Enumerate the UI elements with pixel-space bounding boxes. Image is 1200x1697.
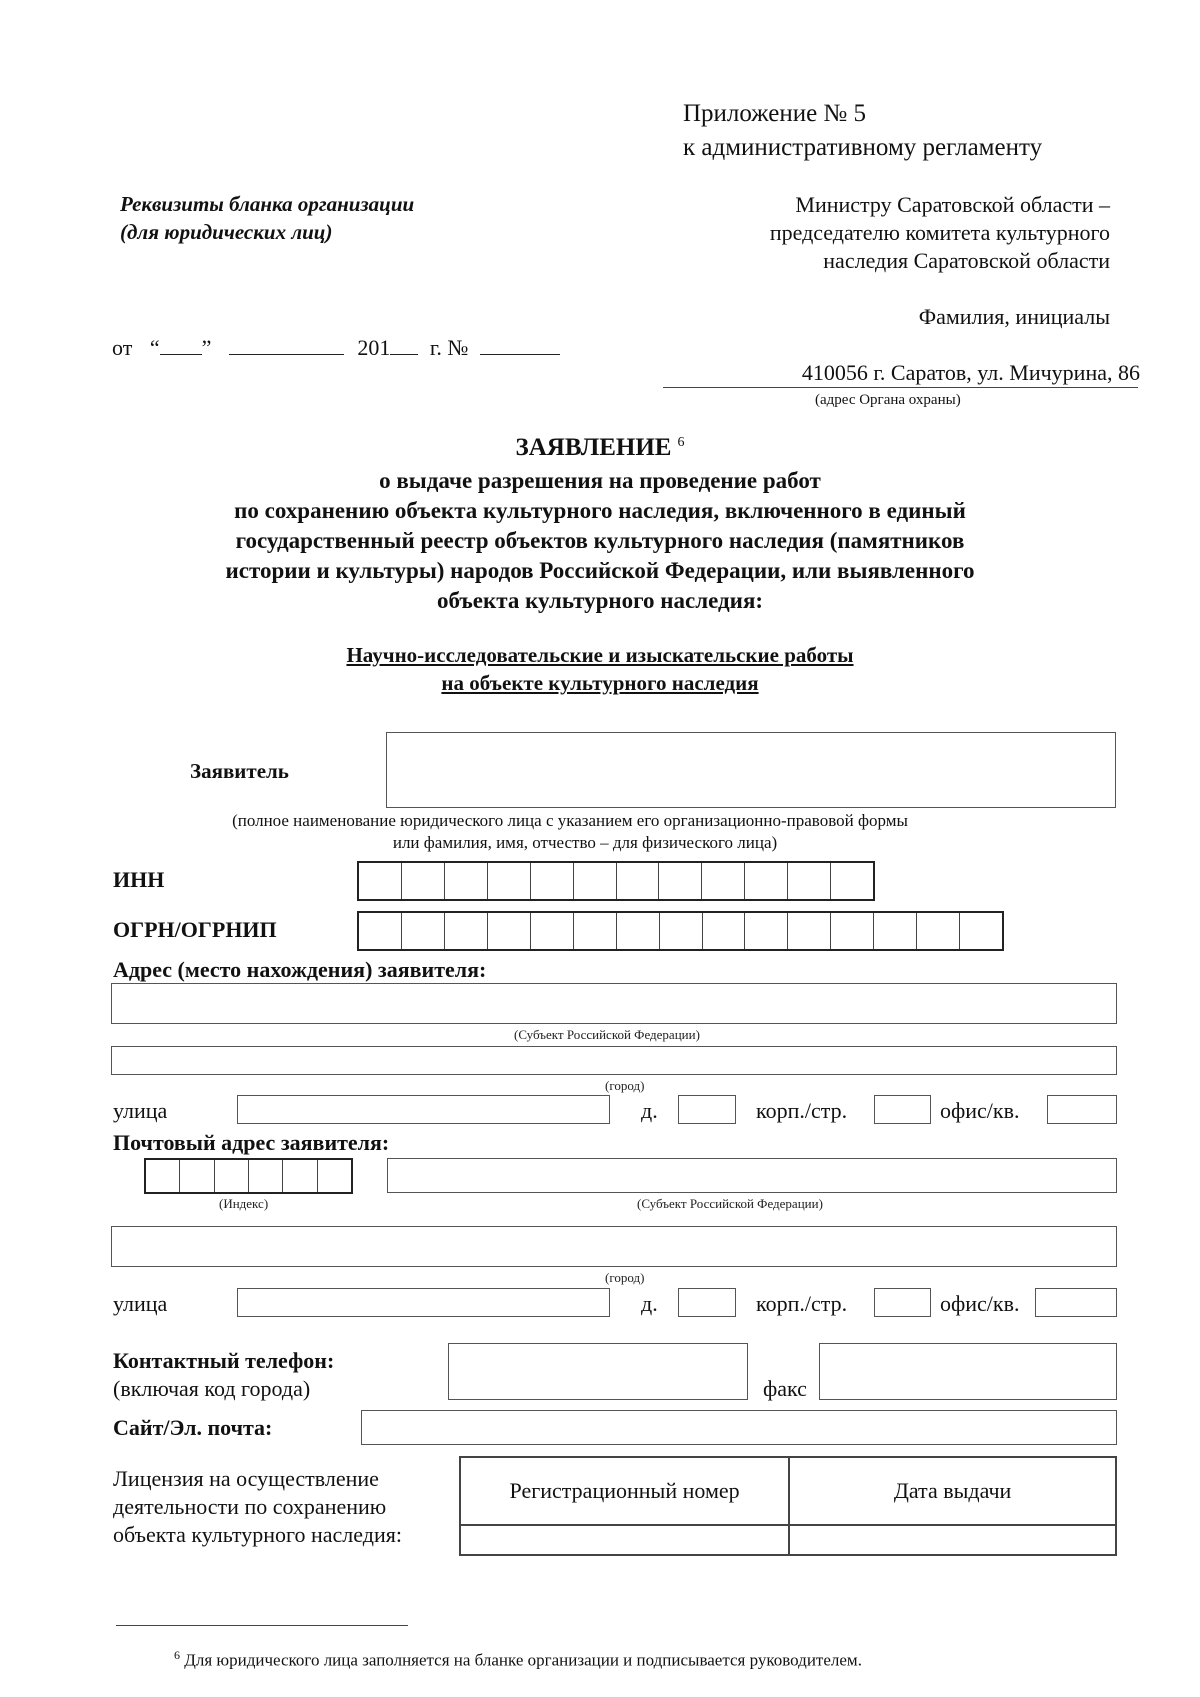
- footnote: [174, 1648, 862, 1671]
- day-blank[interactable]: [160, 332, 202, 355]
- inn-cell[interactable]: [745, 863, 788, 899]
- authority-address-underline: [663, 387, 1138, 388]
- inn-cell[interactable]: [788, 863, 831, 899]
- postal-office-field[interactable]: [1035, 1288, 1117, 1317]
- ogrn-cell[interactable]: [788, 913, 831, 949]
- inn-cell[interactable]: [359, 863, 402, 899]
- inn-cell[interactable]: [445, 863, 488, 899]
- license-value-row: [460, 1525, 1116, 1555]
- ogrn-cell[interactable]: [831, 913, 874, 949]
- phone-field[interactable]: [448, 1343, 748, 1400]
- license-label-line-1: Лицензия на осуществление: [113, 1466, 379, 1491]
- postal-house-label: д.: [641, 1291, 658, 1316]
- work-type: [0, 641, 1200, 697]
- title-line-4: истории и культуры) народов Российской Федерации, или выявленного: [225, 558, 975, 583]
- ogrn-cell[interactable]: [402, 913, 445, 949]
- postal-street-label: улица: [113, 1291, 168, 1316]
- org-requisites-line-1: Реквизиты бланка организации: [120, 192, 415, 216]
- ogrn-cell[interactable]: [874, 913, 917, 949]
- address-section-title: Адрес (место нахождения) заявителя:: [113, 957, 487, 982]
- postal-street-field[interactable]: [237, 1288, 610, 1317]
- inn-cell[interactable]: [574, 863, 617, 899]
- applicant-label: Заявитель: [190, 759, 289, 783]
- postal-office-label: офис/кв.: [940, 1291, 1020, 1316]
- postal-index-cell[interactable]: [249, 1160, 283, 1192]
- org-requisites-line-2: (для юридических лиц): [120, 220, 333, 244]
- postal-index-cell[interactable]: [215, 1160, 249, 1192]
- site-email-field[interactable]: [361, 1410, 1117, 1445]
- doc-number-blank[interactable]: [480, 332, 560, 355]
- license-label: [113, 1465, 402, 1549]
- ogrn-cell[interactable]: [745, 913, 788, 949]
- title-line-1: о выдаче разрешения на проведение работ: [379, 468, 821, 493]
- phone-label: Контактный телефон:: [113, 1348, 335, 1373]
- ogrn-cell[interactable]: [445, 913, 488, 949]
- postal-index-cells[interactable]: [144, 1158, 353, 1194]
- license-label-line-2: деятельности по сохранению: [113, 1494, 387, 1519]
- inn-cell[interactable]: [659, 863, 702, 899]
- ogrn-cell[interactable]: [574, 913, 617, 949]
- address-house-field[interactable]: [678, 1095, 736, 1124]
- appendix-line-1: Приложение № 5: [683, 100, 867, 127]
- appendix-line-2: к административному регламенту: [683, 134, 1043, 161]
- postal-index-cell[interactable]: [180, 1160, 214, 1192]
- license-label-line-3: объекта культурного наследия:: [113, 1522, 402, 1547]
- date-from-label: от: [112, 335, 133, 360]
- title-line-2: по сохранению объекта культурного наследия, включенного в единый: [234, 498, 966, 523]
- address-street-label: улица: [113, 1098, 168, 1123]
- address-subject-caption: (Субъект Российской Федерации): [514, 1027, 700, 1042]
- inn-cell[interactable]: [402, 863, 445, 899]
- addressee-line-3: наследия Саратовской области: [823, 248, 1110, 273]
- document-heading: [0, 434, 1200, 462]
- license-reg-number-header: Регистрационный номер: [460, 1457, 789, 1525]
- address-street-field[interactable]: [237, 1095, 610, 1124]
- authority-address-caption: (адрес Органа охраны): [815, 392, 961, 408]
- license-reg-number-cell[interactable]: [460, 1525, 789, 1555]
- footnote-mark: 6: [174, 1648, 180, 1662]
- postal-index-cell[interactable]: [146, 1160, 180, 1192]
- work-type-line-1: Научно-исследовательские и изыскательские работы: [346, 643, 854, 667]
- heading-text: ЗАЯВЛЕНИЕ: [515, 434, 672, 461]
- ogrn-cell[interactable]: [617, 913, 660, 949]
- inn-cell[interactable]: [531, 863, 574, 899]
- addressee-line-1: Министру Саратовской области –: [795, 192, 1110, 217]
- ogrn-cell[interactable]: [660, 913, 703, 949]
- title-line-5: объекта культурного наследия:: [436, 588, 764, 613]
- postal-index-cell[interactable]: [283, 1160, 317, 1192]
- postal-section-title: Почтовый адрес заявителя:: [113, 1130, 390, 1155]
- inn-cell[interactable]: [831, 863, 873, 899]
- address-subject-field[interactable]: [111, 983, 1117, 1024]
- work-type-line-2: на объекте культурного наследия: [441, 671, 759, 695]
- heading-footnote-mark: 6: [677, 434, 685, 450]
- fax-field[interactable]: [819, 1343, 1117, 1400]
- date-year-prefix: 201: [357, 335, 391, 360]
- inn-cell[interactable]: [488, 863, 531, 899]
- postal-index-cell[interactable]: [318, 1160, 351, 1192]
- address-office-field[interactable]: [1047, 1095, 1117, 1124]
- ogrn-cells[interactable]: [357, 911, 1004, 951]
- inn-cell[interactable]: [617, 863, 660, 899]
- address-house-label: д.: [641, 1098, 658, 1123]
- postal-subject-field[interactable]: [387, 1158, 1117, 1193]
- postal-building-field[interactable]: [874, 1288, 931, 1317]
- applicant-caption-line-2: или фамилия, имя, отчество – для физического лица): [392, 833, 778, 852]
- postal-city-caption: (город): [605, 1270, 645, 1285]
- addressee-line-2: председателю комитета культурного: [769, 220, 1110, 245]
- postal-index-caption: (Индекс): [219, 1196, 269, 1211]
- address-city-field[interactable]: [111, 1046, 1117, 1075]
- address-building-field[interactable]: [874, 1095, 931, 1124]
- license-header-row: [460, 1457, 1116, 1525]
- ogrn-cell[interactable]: [488, 913, 531, 949]
- ogrn-cell[interactable]: [531, 913, 574, 949]
- date-number-label: г. №: [429, 335, 469, 360]
- fax-label: факс: [763, 1376, 807, 1401]
- title-line-3: государственный реестр объектов культурного наследия (памятников: [235, 528, 965, 553]
- addressee-name: Фамилия, инициалы: [918, 304, 1110, 329]
- authority-address: 410056 г. Саратов, ул. Мичурина, 86: [801, 360, 1140, 385]
- date-quote-close: ”: [201, 335, 212, 360]
- postal-city-field[interactable]: [111, 1226, 1117, 1267]
- date-number-line: [112, 332, 560, 361]
- address-office-label: офис/кв.: [940, 1098, 1020, 1123]
- title-text: [0, 466, 1200, 616]
- ogrn-cell[interactable]: [960, 913, 1002, 949]
- license-table: [459, 1456, 1117, 1556]
- postal-subject-caption: (Субъект Российской Федерации): [637, 1196, 823, 1211]
- footnote-separator: [116, 1625, 408, 1626]
- site-email-label: Сайт/Эл. почта:: [113, 1415, 273, 1440]
- ogrn-cell[interactable]: [703, 913, 746, 949]
- phone-hint: (включая код города): [113, 1376, 311, 1401]
- footnote-text: Для юридического лица заполняется на бланке организации и подписывается руководителем.: [184, 1650, 862, 1670]
- year-blank[interactable]: [390, 332, 418, 355]
- applicant-name-field[interactable]: [386, 732, 1116, 808]
- applicant-caption-line-1: (полное наименование юридического лица с указанием его организационно-правовой формы: [232, 811, 908, 830]
- license-issue-date-header: Дата выдачи: [789, 1457, 1116, 1525]
- ogrn-cell[interactable]: [917, 913, 960, 949]
- ogrn-cell[interactable]: [359, 913, 402, 949]
- ogrn-label: ОГРН/ОГРНИП: [113, 917, 277, 942]
- license-issue-date-cell[interactable]: [789, 1525, 1116, 1555]
- inn-label: ИНН: [113, 867, 165, 892]
- inn-cell[interactable]: [702, 863, 745, 899]
- address-city-caption: (город): [605, 1078, 645, 1093]
- inn-cells[interactable]: [357, 861, 875, 901]
- postal-house-field[interactable]: [678, 1288, 736, 1317]
- applicant-caption: [0, 810, 1200, 854]
- date-quote-open: “: [149, 335, 160, 360]
- address-building-label: корп./стр.: [756, 1098, 848, 1123]
- month-blank[interactable]: [229, 332, 344, 355]
- postal-building-label: корп./стр.: [756, 1291, 848, 1316]
